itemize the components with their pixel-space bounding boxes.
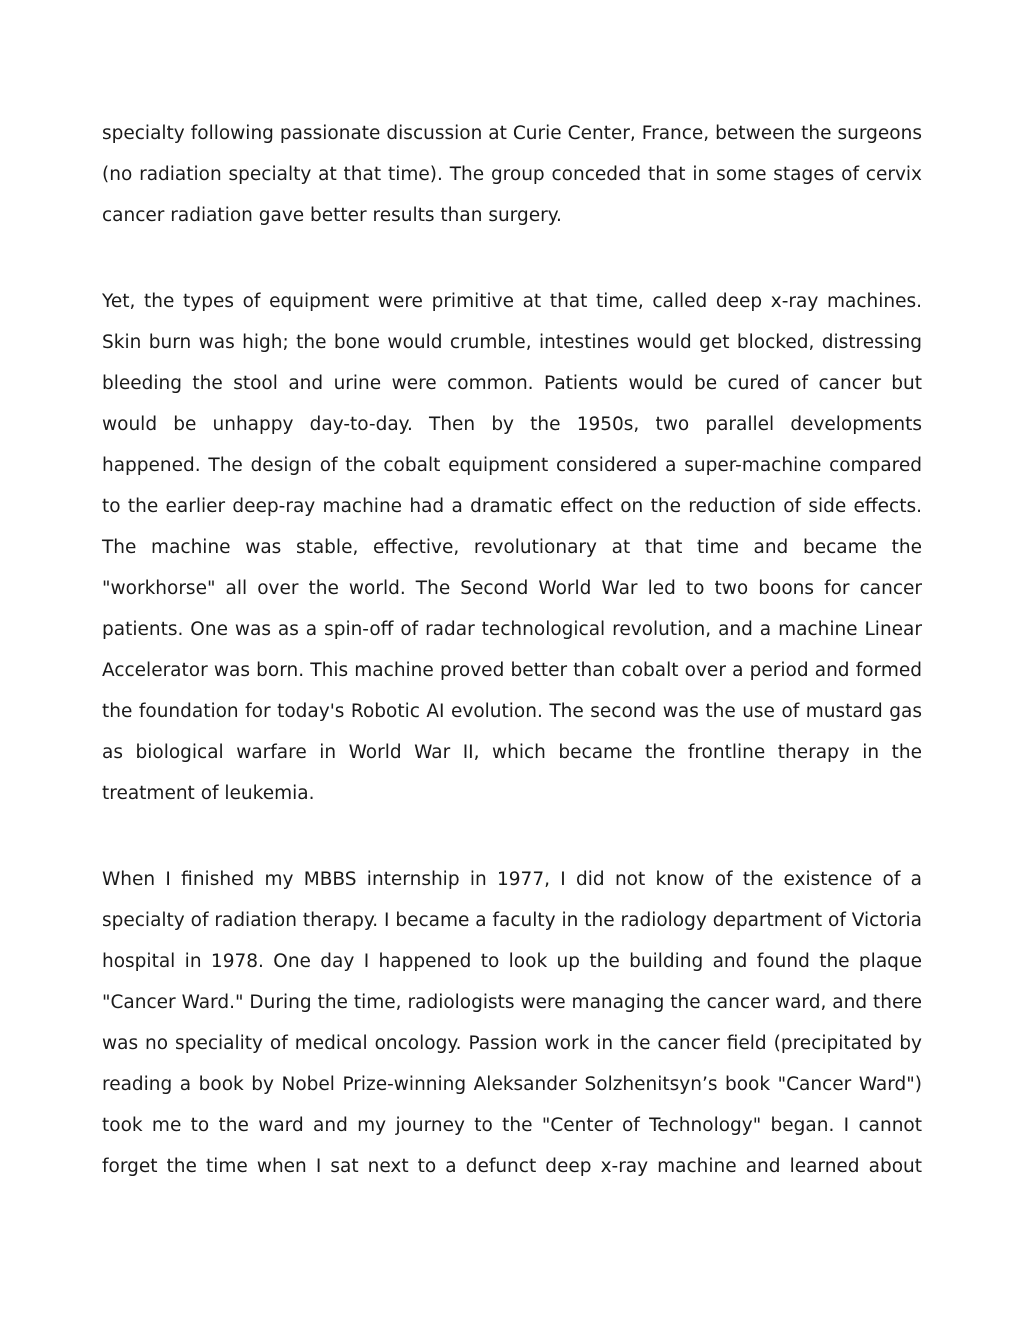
- paragraph-2: Yet, the types of equipment were primitive at that time, called deep x-ray machines. Skin burn was high; the bone would crumble, intestines would get blocked, distressing bleeding the stool and urine were common. Patients would be cured of cancer but would be unhappy day-to-day. Then by the 1950s, two parallel developments happened. The design of the cobalt equipment considered a super-machine compared to the earlier deep-ray machine had a dramatic effect on the reduction of side effects. The machine was stable, effective, revolutionary at that time and became the "workhorse" all over the world. The Second World War led to two boons for cancer patients. One was as a spin-off of radar technological revolution, and a machine Linear Accelerator was born. This machine proved better than cobalt over a period and formed the foundation for today's Robotic AI evolution. The second was the use of mustard gas as biological warfare in World War II, which became the frontline therapy in the treatment of leukemia.: [102, 291, 922, 804]
- document-page: [102, 113, 922, 1187]
- paragraph-3: When I finished my MBBS internship in 1977, I did not know of the existence of a specialty of radiation therapy. I became a faculty in the radiology department of Victoria hospital in 1978. One day I happened to look up the building and found the plaque "Cancer Ward." During the time, radiologists were managing the cancer ward, and there was no speciality of medical oncology. Passion work in the cancer field (precipitated by reading a book by Nobel Prize-winning Aleksander Solzhenitsyn’s book "Cancer Ward") took me to the ward and my journey to the "Center of Technology" began. I cannot forget the time when I sat next to a defunct deep x-ray machine and learned about: [102, 869, 922, 1177]
- paragraph-1: specialty following passionate discussion at Curie Center, France, between the surgeons (no radiation specialty at that time). The group conceded that in some stages of cervix cancer radiation gave better results than surgery.: [102, 123, 922, 226]
